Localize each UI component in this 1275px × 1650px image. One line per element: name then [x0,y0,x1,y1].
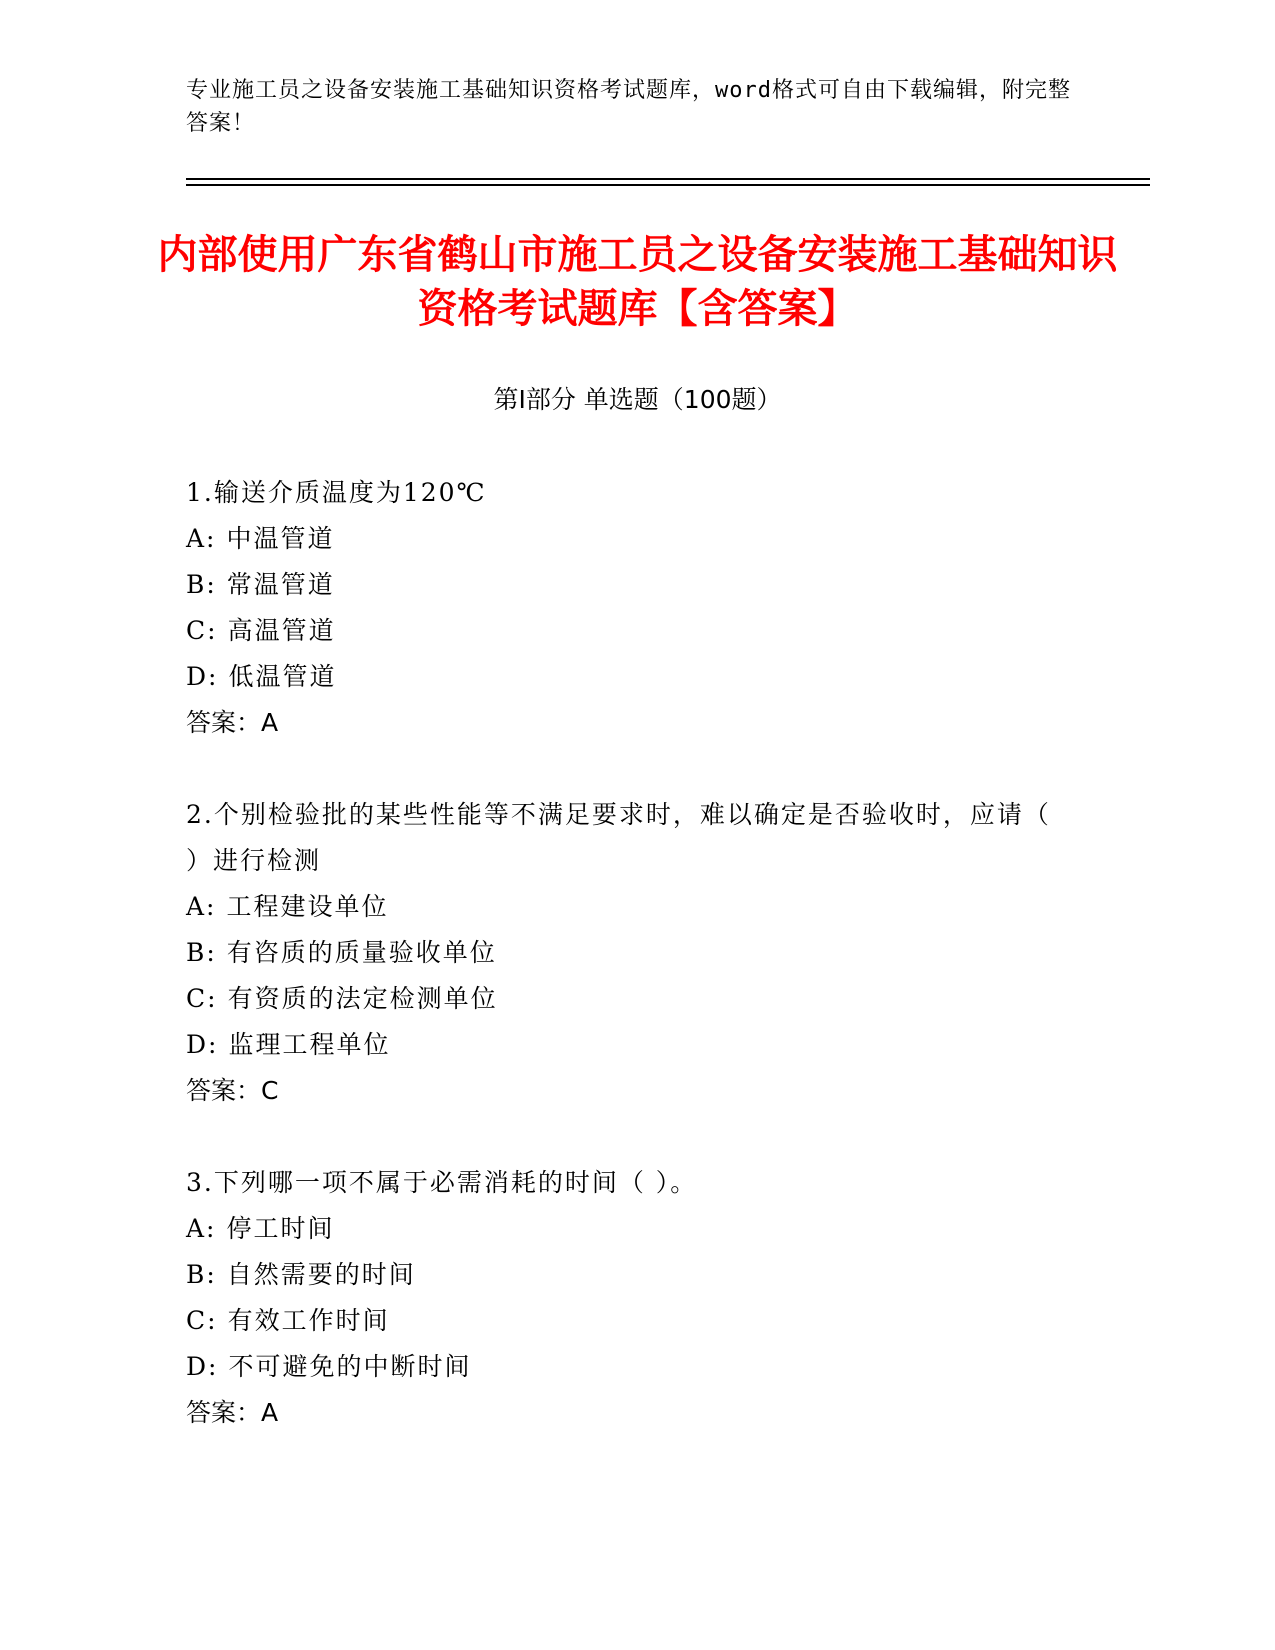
option-a [186,1206,1066,1252]
option-c [186,608,1066,654]
question-2 [186,792,1066,1114]
option-text: 中温管道 [226,524,335,553]
option-text: 高温管道 [227,616,336,645]
question-stem: 2.个别检验批的某些性能等不满足要求时，难以确定是否验收时，应请（ ）进行检测 [186,800,1051,875]
option-b [186,562,1066,608]
option-b [186,930,1066,976]
option-b [186,1252,1066,1298]
option-letter: A: [186,524,217,553]
header-divider-top [186,178,1150,180]
answer-line: 答案：A [186,708,279,737]
option-text: 监理工程单位 [228,1030,391,1059]
question-1 [186,470,1066,746]
option-text: 常温管道 [226,570,335,599]
section-title: 第Ⅰ部分 单选题（100题） [493,385,782,414]
option-c [186,1298,1066,1344]
option-letter: B: [186,1260,217,1289]
option-text: 有资质的法定检测单位 [227,984,498,1013]
option-letter: A: [186,1214,217,1243]
option-text: 工程建设单位 [226,892,389,921]
question-stem: 1.输送介质温度为120℃ [186,478,487,507]
option-text: 有咨质的质量验收单位 [226,938,497,967]
option-letter: D: [186,662,219,691]
option-letter: C: [186,1306,218,1335]
option-text: 不可避免的中断时间 [228,1352,472,1381]
header-divider-bottom [186,184,1150,186]
option-d [186,1022,1066,1068]
option-letter: C: [186,984,218,1013]
answer-line: 答案：A [186,1398,279,1427]
option-d [186,654,1066,700]
option-letter: B: [186,570,217,599]
option-a [186,884,1066,930]
option-text: 停工时间 [226,1214,335,1243]
option-text: 低温管道 [228,662,337,691]
answer-line: 答案：C [186,1076,279,1105]
option-d [186,1344,1066,1390]
option-text: 自然需要的时间 [226,1260,416,1289]
document-title: 内部使用广东省鹤山市施工员之设备安装施工基础知识资格考试题库【含答案】 [157,232,1118,332]
option-text: 有效工作时间 [227,1306,390,1335]
option-letter: C: [186,616,218,645]
question-3 [186,1160,1066,1436]
option-a [186,516,1066,562]
header-note: 专业施工员之设备安装施工基础知识资格考试题库，word格式可自由下载编辑，附完整答案！ [186,78,1071,136]
question-stem: 3.下列哪一项不属于必需消耗的时间（ ）。 [186,1168,698,1197]
option-letter: D: [186,1030,219,1059]
option-letter: D: [186,1352,219,1381]
option-letter: B: [186,938,217,967]
option-letter: A: [186,892,217,921]
option-c [186,976,1066,1022]
